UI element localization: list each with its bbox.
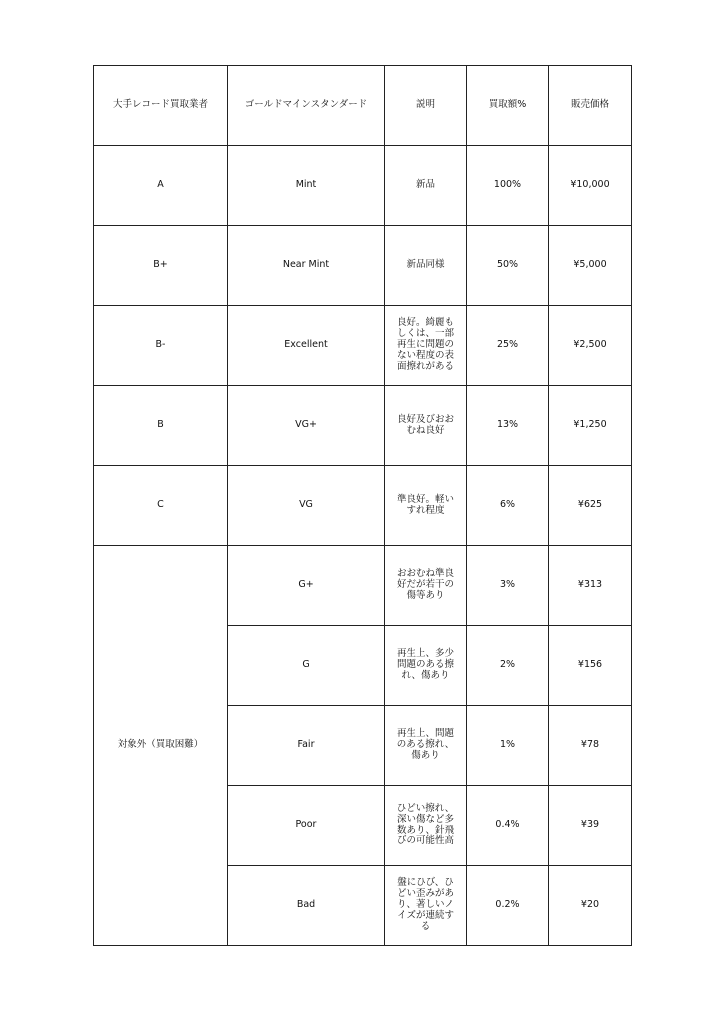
purchase-percent-cell: 6% [467,466,549,546]
purchase-percent-cell: 25% [467,306,549,386]
purchase-percent-cell: 100% [467,146,549,226]
sale-price-cell: ¥10,000 [549,146,632,226]
goldmine-grade-cell: Near Mint [228,226,385,306]
description-cell: 再生上、問題のある擦れ、傷あり [385,706,467,786]
purchase-percent-cell: 3% [467,546,549,626]
goldmine-grade-cell: VG [228,466,385,546]
record-grading-table [93,65,632,946]
sale-price-cell: ¥78 [549,706,632,786]
goldmine-grade-cell: VG+ [228,386,385,466]
table-row [94,386,632,466]
purchase-percent-cell: 0.4% [467,786,549,866]
purchase-percent-cell: 1% [467,706,549,786]
header-purchase-percent: 買取額% [467,66,549,146]
sale-price-cell: ¥39 [549,786,632,866]
sale-price-cell: ¥156 [549,626,632,706]
dealer-grade-cell: C [94,466,228,546]
sale-price-cell: ¥625 [549,466,632,546]
purchase-percent-cell: 0.2% [467,866,549,946]
goldmine-grade-cell: Excellent [228,306,385,386]
header-dealer: 大手レコード買取業者 [94,66,228,146]
purchase-percent-cell: 50% [467,226,549,306]
dealer-grade-cell: B+ [94,226,228,306]
table-row [94,226,632,306]
sale-price-cell: ¥313 [549,546,632,626]
description-cell: ひどい擦れ、深い傷など多数あり、針飛びの可能性高 [385,786,467,866]
dealer-grade-cell: B- [94,306,228,386]
dealer-grade-cell: A [94,146,228,226]
description-cell: 新品 [385,146,467,226]
purchase-percent-cell: 13% [467,386,549,466]
sale-price-cell: ¥2,500 [549,306,632,386]
description-cell: 準良好。軽いすれ程度 [385,466,467,546]
sale-price-cell: ¥20 [549,866,632,946]
goldmine-grade-cell: Bad [228,866,385,946]
description-cell: 盤にひび、ひどい歪みがあり、著しいノイズが連続する [385,866,467,946]
goldmine-grade-cell: G [228,626,385,706]
description-cell: 新品同様 [385,226,467,306]
table-row [94,146,632,226]
table-row [94,466,632,546]
table-row [94,306,632,386]
header-row [94,66,632,146]
goldmine-grade-cell: Mint [228,146,385,226]
description-cell: 良好。綺麗もしくは、一部再生に問題のない程度の表面擦れがある [385,306,467,386]
goldmine-grade-cell: Poor [228,786,385,866]
dealer-grade-cell-merged: 対象外（買取困難） [94,546,228,946]
header-goldmine-standard: ゴールドマインスタンダード [228,66,385,146]
purchase-percent-cell: 2% [467,626,549,706]
description-cell: おおむね準良好だが若干の傷等あり [385,546,467,626]
sale-price-cell: ¥1,250 [549,386,632,466]
goldmine-grade-cell: Fair [228,706,385,786]
goldmine-grade-cell: G+ [228,546,385,626]
sale-price-cell: ¥5,000 [549,226,632,306]
description-cell: 再生上、多少問題のある擦れ、傷あり [385,626,467,706]
dealer-grade-cell: B [94,386,228,466]
header-sale-price: 販売価格 [549,66,632,146]
table-row [94,546,632,626]
description-cell: 良好及びおおむね良好 [385,386,467,466]
header-description: 説明 [385,66,467,146]
